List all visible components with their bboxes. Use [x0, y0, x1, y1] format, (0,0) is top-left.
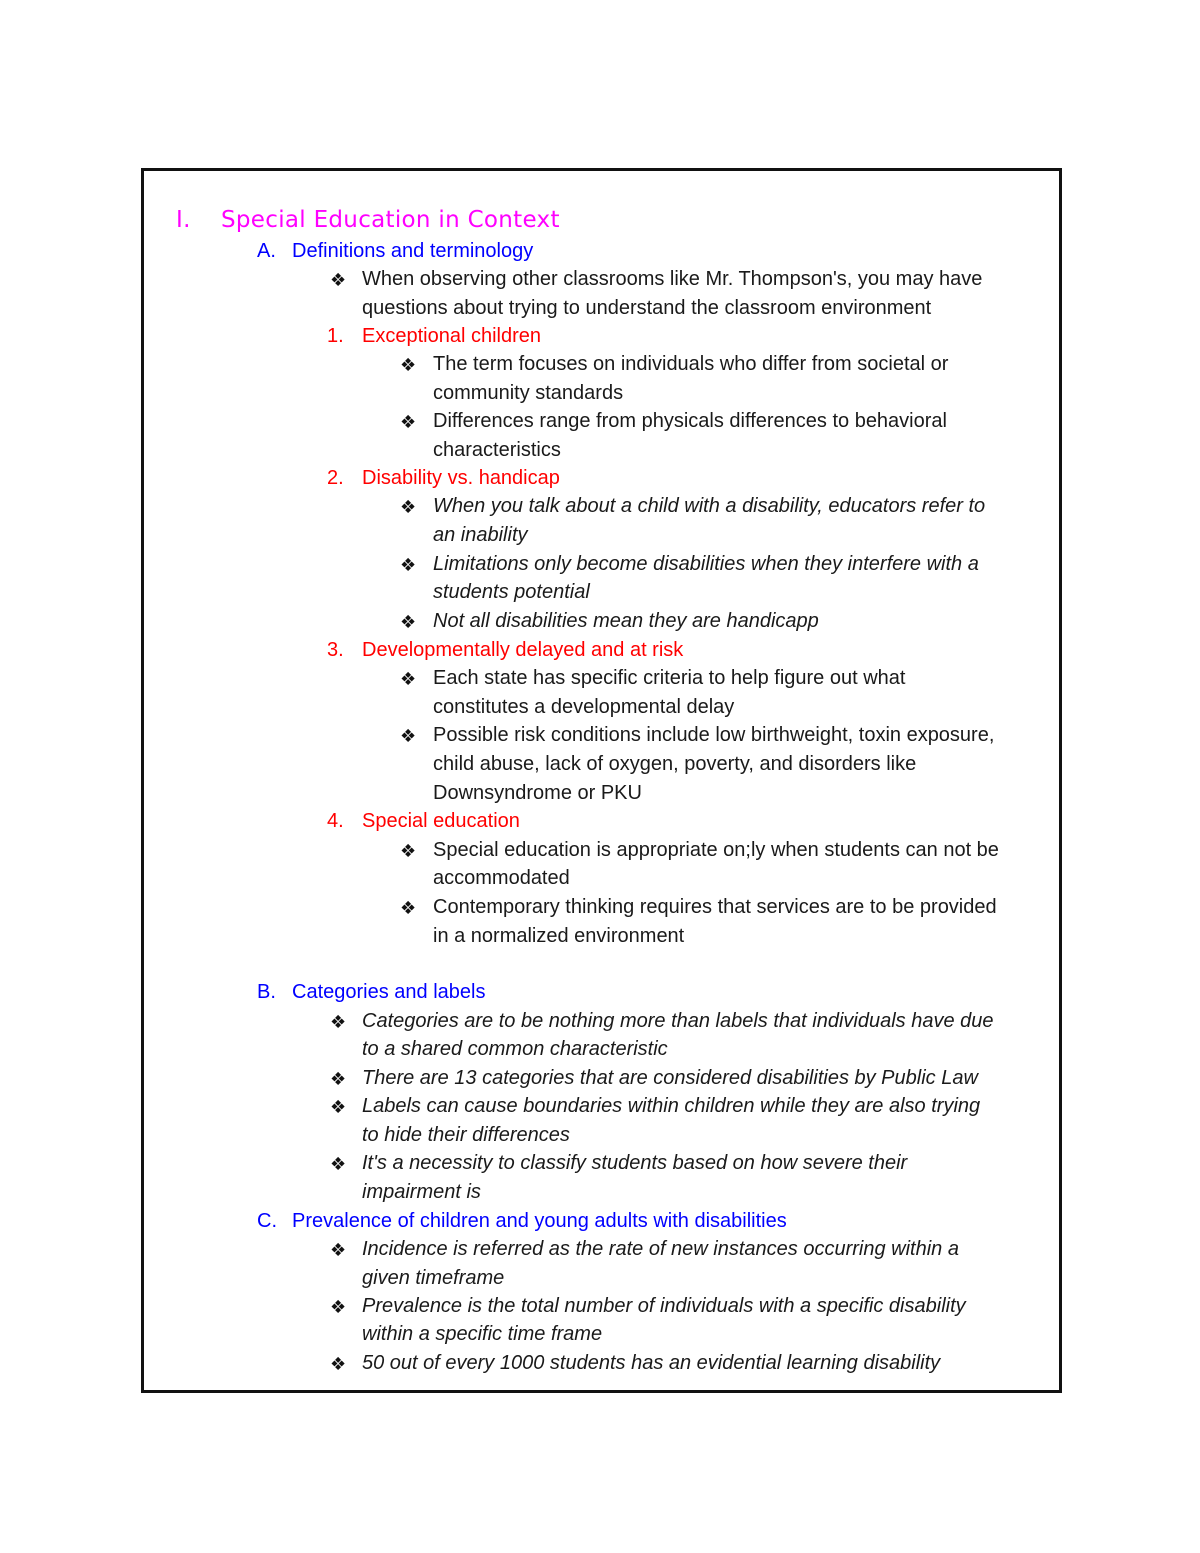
bullet-text: Labels can cause boundaries within children while they are also trying [362, 1095, 981, 1117]
subsection-b-marker: B. [257, 981, 276, 1003]
section-marker: I. [176, 207, 191, 233]
bullet-text: in a normalized environment [433, 925, 685, 947]
bullet-text: 50 out of every 1000 students has an evidential learning disability [362, 1352, 941, 1374]
item-4-title: Special education [362, 810, 520, 832]
bullet-text: Limitations only become disabilities when they interfere with a [433, 553, 979, 575]
bullet-icon: ❖ [400, 726, 417, 746]
bullet-icon: ❖ [330, 1069, 347, 1089]
bullet-text: When observing other classrooms like Mr. Thompson's, you may have [362, 268, 983, 290]
bullet-icon: ❖ [400, 355, 417, 375]
bullet-text: given timeframe [362, 1267, 505, 1289]
subsection-c-marker: C. [257, 1210, 277, 1232]
bullet-text: to a shared common characteristic [362, 1038, 668, 1060]
bullet-text: to hide their differences [362, 1124, 570, 1146]
bullet-text: It's a necessity to classify students based on how severe their [362, 1152, 908, 1174]
item-2-marker: 2. [327, 467, 344, 489]
bullet-text: There are 13 categories that are considered disabilities by Public Law [362, 1067, 978, 1089]
bullet-text: Contemporary thinking requires that services are to be provided [433, 896, 997, 918]
bullet-text: an inability [433, 524, 528, 546]
bullet-text: Differences range from physicals differences to behavioral [433, 410, 947, 432]
bullet-icon: ❖ [400, 841, 417, 861]
subsection-a-title: Definitions and terminology [292, 240, 534, 262]
bullet-icon: ❖ [330, 1297, 347, 1317]
bullet-icon: ❖ [400, 612, 417, 632]
item-3-marker: 3. [327, 639, 344, 661]
bullet-text: Each state has specific criteria to help figure out what [433, 667, 906, 689]
bullet-text: The term focuses on individuals who differ from societal or [433, 353, 949, 375]
bullet-text: Categories are to be nothing more than labels that individuals have due [362, 1010, 994, 1032]
item-4-marker: 4. [327, 810, 344, 832]
bullet-text: child abuse, lack of oxygen, poverty, and disorders like [433, 753, 917, 775]
subsection-c-title: Prevalence of children and young adults with disabilities [292, 1210, 787, 1232]
bullet-icon: ❖ [330, 270, 347, 290]
bullet-text: Special education is appropriate on;ly when students can not be [433, 839, 999, 861]
bullet-text: Not all disabilities mean they are handicapp [433, 610, 819, 632]
subsection-b-title: Categories and labels [292, 981, 486, 1003]
bullet-icon: ❖ [330, 1012, 347, 1032]
section-title: Special Education in Context [221, 207, 560, 233]
bullet-icon: ❖ [400, 669, 417, 689]
bullet-icon: ❖ [400, 412, 417, 432]
bullet-text: constitutes a developmental delay [433, 696, 735, 718]
bullet-text: impairment is [362, 1181, 481, 1203]
bullet-text: community standards [433, 382, 624, 404]
item-1-marker: 1. [327, 325, 344, 347]
bullet-icon: ❖ [330, 1240, 347, 1260]
bullet-text: Downsyndrome or PKU [433, 782, 642, 804]
bullet-text: When you talk about a child with a disability, educators refer to [433, 495, 986, 517]
bullet-text: Prevalence is the total number of individuals with a specific disability [362, 1295, 966, 1317]
bullet-icon: ❖ [400, 898, 417, 918]
item-2-title: Disability vs. handicap [362, 467, 560, 489]
bullet-text: Incidence is referred as the rate of new instances occurring within a [362, 1238, 959, 1260]
bullet-text: students potential [433, 581, 590, 603]
subsection-a-marker: A. [257, 240, 276, 262]
bullet-icon: ❖ [400, 555, 417, 575]
bullet-text: questions about trying to understand the classroom environment [362, 297, 932, 319]
bullet-icon: ❖ [330, 1354, 347, 1374]
item-3-title: Developmentally delayed and at risk [362, 639, 684, 661]
bullet-text: Possible risk conditions include low birthweight, toxin exposure, [433, 724, 995, 746]
bullet-icon: ❖ [400, 497, 417, 517]
bullet-icon: ❖ [330, 1154, 347, 1174]
bullet-text: within a specific time frame [362, 1323, 603, 1345]
bullet-text: accommodated [433, 867, 570, 889]
item-1-title: Exceptional children [362, 325, 541, 347]
bullet-icon: ❖ [330, 1097, 347, 1117]
bullet-text: characteristics [433, 439, 561, 461]
